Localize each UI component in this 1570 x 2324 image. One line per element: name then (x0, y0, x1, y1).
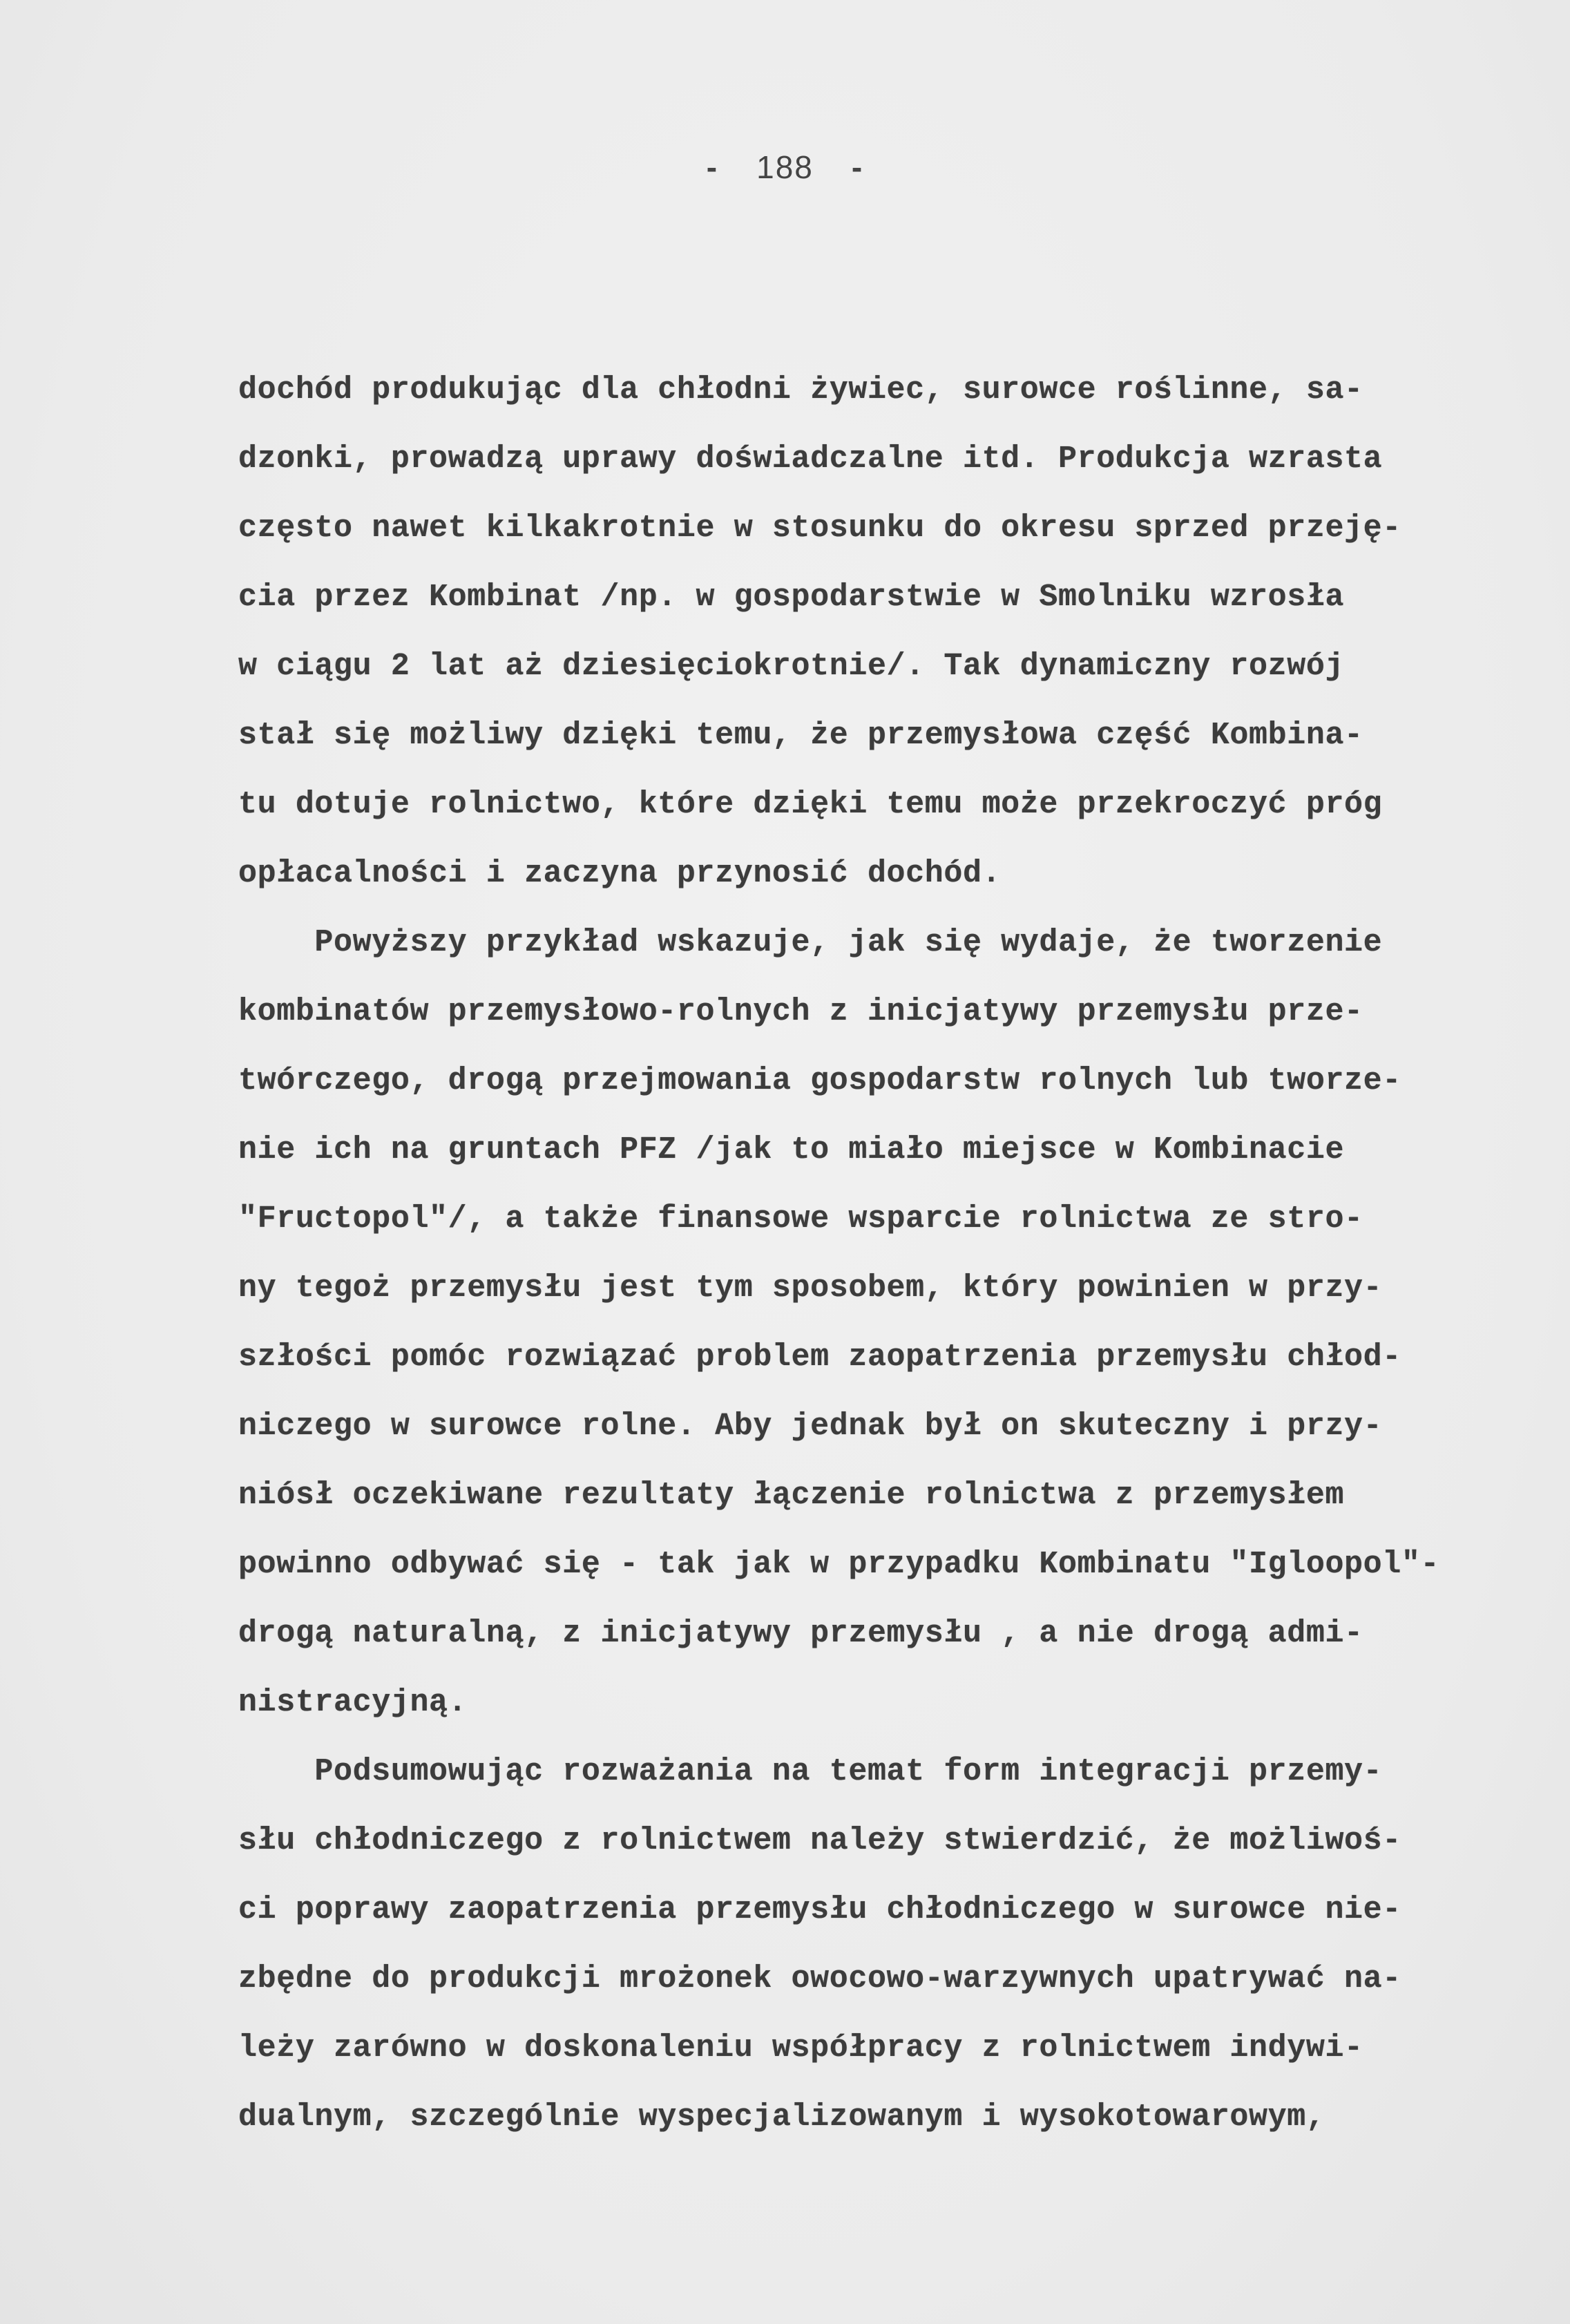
text-line: nie ich na gruntach PFZ /jak to miało miejsce w Kombinacie (238, 1132, 1345, 1168)
text-line: powinno odbywać się - tak jak w przypadku Kombinatu "Igloopol"- (238, 1547, 1440, 1582)
text-line: tu dotuje rolnictwo, które dzięki temu może przekroczyć próg (238, 787, 1383, 822)
text-line: często nawet kilkakrotnie w stosunku do okresu sprzed przeję- (238, 511, 1401, 546)
text-line: twórczego, drogą przejmowania gospodarstw rolnych lub tworze- (238, 1063, 1401, 1098)
paragraph-start-line: Podsumowując rozważania na temat form integracji przemy- (238, 1754, 1383, 1789)
text-line: szłości pomóc rozwiązać problem zaopatrzenia przemysłu chłod- (238, 1340, 1401, 1375)
paragraph-start-line: Powyższy przykład wskazuje, jak się wydaje, że tworzenie (238, 925, 1383, 960)
page-number-suffix: - (851, 149, 864, 185)
text-line: opłacalności i zaczyna przynosić dochód. (238, 856, 1002, 891)
text-line: kombinatów przemysłowo-rolnych z inicjatywy przemysłu prze- (238, 994, 1363, 1029)
text-line: dochód produkując dla chłodni żywiec, surowce roślinne, sa- (238, 372, 1363, 408)
text-line: stał się możliwy dzięki temu, że przemysłowa część Kombina- (238, 718, 1363, 753)
page-number (0, 149, 1570, 186)
text-line: nistracyjną. (238, 1685, 468, 1720)
text-line: słu chłodniczego z rolnictwem należy stwierdzić, że możliwoś- (238, 1823, 1401, 1858)
text-line: ci poprawy zaopatrzenia przemysłu chłodniczego w surowce nie- (238, 1892, 1401, 1927)
text-line: w ciągu 2 lat aż dziesięciokrotnie/. Tak dynamiczny rozwój (238, 649, 1345, 684)
text-line: ny tegoż przemysłu jest tym sposobem, który powinien w przy- (238, 1270, 1383, 1306)
body-text (238, 356, 1551, 2152)
text-line: "Fructopol"/, a także finansowe wsparcie rolnictwa ze stro- (238, 1201, 1363, 1237)
text-line: drogą naturalną, z inicjatywy przemysłu , a nie drogą admi- (238, 1616, 1363, 1651)
text-line: cia przez Kombinat /np. w gospodarstwie w Smolniku wzrosła (238, 580, 1345, 615)
text-line: dualnym, szczególnie wyspecjalizowanym i wysokotowarowym, (238, 2099, 1325, 2135)
text-line: niósł oczekiwane rezultaty łączenie rolnictwa z przemysłem (238, 1478, 1345, 1513)
page-number-value: 188 (756, 149, 814, 185)
text-line: dzonki, prowadzą uprawy doświadczalne itd. Produkcja wzrasta (238, 441, 1383, 477)
text-line: zbędne do produkcji mrożonek owocowo-warzywnych upatrywać na- (238, 1961, 1401, 1997)
page-number-prefix: - (706, 149, 719, 185)
text-line: niczego w surowce rolne. Aby jednak był on skuteczny i przy- (238, 1409, 1383, 1444)
text-line: leży zarówno w doskonaleniu współpracy z rolnictwem indywi- (238, 2030, 1363, 2066)
